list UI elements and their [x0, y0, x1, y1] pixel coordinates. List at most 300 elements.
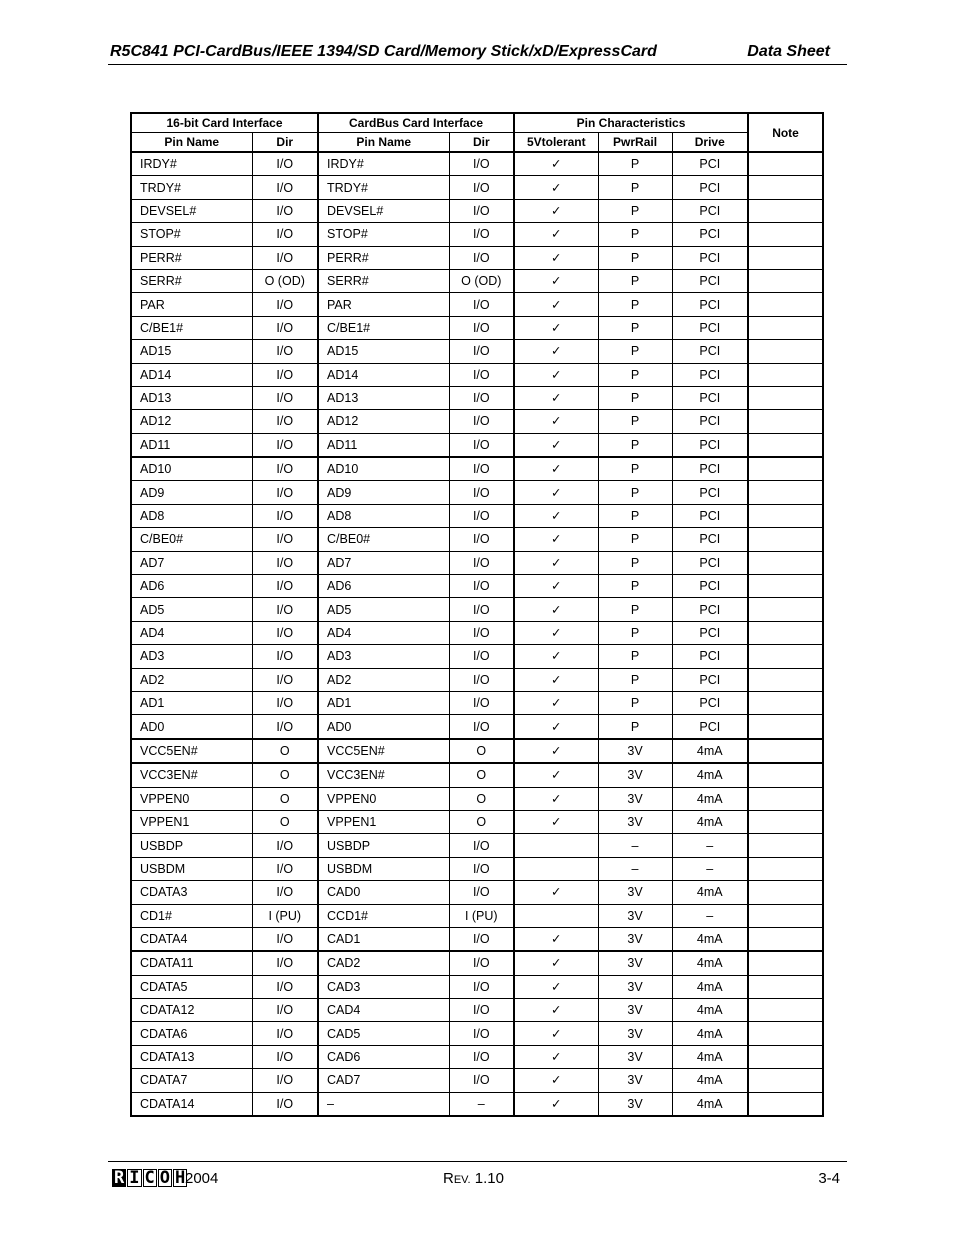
cell-5vtolerant: ✓: [514, 528, 598, 551]
cell-drive: 4mA: [672, 763, 748, 787]
document-title: R5C841 PCI-CardBus/IEEE 1394/SD Card/Memory Stick/xD/ExpressCard: [110, 43, 657, 60]
cell-note: [748, 223, 823, 246]
cell-pwrrail: 3V: [598, 810, 672, 833]
cell-5vtolerant: [514, 834, 598, 857]
cell-pin-name-cardbus: VPPEN0: [318, 787, 449, 810]
cell-drive: PCI: [672, 152, 748, 176]
cell-5vtolerant: ✓: [514, 433, 598, 457]
cell-5vtolerant: ✓: [514, 504, 598, 527]
cell-dir-16bit: O: [252, 787, 318, 810]
cell-5vtolerant: [514, 857, 598, 880]
cell-note: [748, 410, 823, 433]
cell-note: [748, 433, 823, 457]
cell-pin-name-16bit: VCC5EN#: [131, 739, 252, 763]
table-row: [131, 857, 823, 880]
pin-characteristics-table: [130, 112, 824, 1117]
cell-5vtolerant: ✓: [514, 410, 598, 433]
cell-pwrrail: 3V: [598, 999, 672, 1022]
cell-pwrrail: 3V: [598, 763, 672, 787]
cell-dir-16bit: I/O: [252, 504, 318, 527]
cell-pin-name-16bit: AD0: [131, 715, 252, 739]
cell-note: [748, 787, 823, 810]
cell-5vtolerant: ✓: [514, 715, 598, 739]
cell-pin-name-16bit: TRDY#: [131, 176, 252, 199]
cell-pwrrail: 3V: [598, 1069, 672, 1092]
table-row: [131, 246, 823, 269]
table-row: [131, 598, 823, 621]
column-header-row: [131, 133, 823, 153]
cell-note: [748, 199, 823, 222]
col-header-dir-cardbus: Dir: [449, 133, 514, 153]
cell-dir-cardbus: I/O: [449, 645, 514, 668]
cell-pin-name-16bit: AD5: [131, 598, 252, 621]
cell-drive: PCI: [672, 410, 748, 433]
cell-drive: PCI: [672, 457, 748, 481]
cell-note: [748, 715, 823, 739]
cell-pin-name-16bit: CDATA14: [131, 1092, 252, 1116]
table-row: [131, 457, 823, 481]
cell-pwrrail: P: [598, 457, 672, 481]
cell-pin-name-cardbus: AD7: [318, 551, 449, 574]
cell-dir-16bit: I/O: [252, 668, 318, 691]
cell-dir-16bit: I/O: [252, 152, 318, 176]
cell-pin-name-16bit: AD6: [131, 575, 252, 598]
cell-pin-name-16bit: AD15: [131, 340, 252, 363]
cell-dir-cardbus: I/O: [449, 1069, 514, 1092]
table-row: [131, 340, 823, 363]
ricoh-logo: R I C O H: [114, 1168, 186, 1188]
pin-rows: [131, 152, 823, 1116]
cell-pin-name-cardbus: PERR#: [318, 246, 449, 269]
cell-drive: PCI: [672, 528, 748, 551]
cell-drive: 4mA: [672, 787, 748, 810]
cell-note: [748, 363, 823, 386]
cell-dir-cardbus: I/O: [449, 528, 514, 551]
cell-dir-cardbus: I/O: [449, 433, 514, 457]
cell-pin-name-cardbus: CAD7: [318, 1069, 449, 1092]
cell-dir-cardbus: I/O: [449, 363, 514, 386]
cell-pin-name-16bit: CDATA5: [131, 975, 252, 998]
col-header-pin-name-cardbus: Pin Name: [318, 133, 449, 153]
cell-dir-cardbus: I/O: [449, 1045, 514, 1068]
cell-pwrrail: 3V: [598, 1092, 672, 1116]
table-row: [131, 621, 823, 644]
cell-drive: –: [672, 857, 748, 880]
cell-5vtolerant: ✓: [514, 999, 598, 1022]
cell-pwrrail: P: [598, 410, 672, 433]
table-row: [131, 551, 823, 574]
group-header-pin-characteristics: Pin Characteristics: [514, 113, 748, 133]
cell-drive: 4mA: [672, 1022, 748, 1045]
cell-drive: PCI: [672, 316, 748, 339]
cell-pwrrail: P: [598, 715, 672, 739]
cell-dir-cardbus: I/O: [449, 881, 514, 904]
cell-pin-name-cardbus: USBDP: [318, 834, 449, 857]
cell-dir-16bit: I/O: [252, 176, 318, 199]
cell-5vtolerant: ✓: [514, 340, 598, 363]
cell-pin-name-16bit: AD3: [131, 645, 252, 668]
cell-pin-name-cardbus: CAD0: [318, 881, 449, 904]
cell-5vtolerant: ✓: [514, 927, 598, 951]
cell-dir-16bit: I/O: [252, 551, 318, 574]
cell-dir-16bit: I/O: [252, 575, 318, 598]
table-row: [131, 763, 823, 787]
cell-5vtolerant: ✓: [514, 316, 598, 339]
cell-pin-name-cardbus: AD13: [318, 386, 449, 409]
cell-dir-cardbus: I (PU): [449, 904, 514, 927]
cell-pin-name-16bit: USBDP: [131, 834, 252, 857]
cell-5vtolerant: ✓: [514, 598, 598, 621]
cell-pin-name-cardbus: CAD6: [318, 1045, 449, 1068]
table-row: [131, 927, 823, 951]
cell-drive: PCI: [672, 363, 748, 386]
cell-5vtolerant: ✓: [514, 739, 598, 763]
cell-pin-name-16bit: C/BE1#: [131, 316, 252, 339]
cell-pwrrail: P: [598, 269, 672, 292]
cell-note: [748, 152, 823, 176]
cell-drive: PCI: [672, 176, 748, 199]
cell-note: [748, 645, 823, 668]
cell-dir-cardbus: I/O: [449, 386, 514, 409]
cell-pin-name-16bit: AD2: [131, 668, 252, 691]
cell-pin-name-cardbus: AD11: [318, 433, 449, 457]
cell-dir-cardbus: I/O: [449, 691, 514, 714]
cell-pin-name-16bit: AD12: [131, 410, 252, 433]
cell-pin-name-16bit: AD11: [131, 433, 252, 457]
table-row: [131, 787, 823, 810]
cell-pwrrail: P: [598, 575, 672, 598]
col-header-pin-name-16bit: Pin Name: [131, 133, 252, 153]
cell-note: [748, 504, 823, 527]
cell-pwrrail: P: [598, 504, 672, 527]
cell-pin-name-cardbus: –: [318, 1092, 449, 1116]
cell-pin-name-cardbus: AD6: [318, 575, 449, 598]
cell-dir-16bit: I/O: [252, 857, 318, 880]
cell-5vtolerant: ✓: [514, 1022, 598, 1045]
cell-pin-name-cardbus: CCD1#: [318, 904, 449, 927]
cell-pin-name-cardbus: AD5: [318, 598, 449, 621]
cell-pin-name-cardbus: AD9: [318, 481, 449, 504]
cell-drive: PCI: [672, 223, 748, 246]
cell-5vtolerant: ✓: [514, 691, 598, 714]
cell-pin-name-16bit: PAR: [131, 293, 252, 316]
cell-dir-cardbus: I/O: [449, 857, 514, 880]
cell-dir-16bit: I/O: [252, 834, 318, 857]
cell-note: [748, 293, 823, 316]
cell-dir-cardbus: I/O: [449, 316, 514, 339]
cell-dir-16bit: I/O: [252, 621, 318, 644]
cell-dir-cardbus: O (OD): [449, 269, 514, 292]
group-header-16bit: 16-bit Card Interface: [131, 113, 318, 133]
cell-pwrrail: P: [598, 246, 672, 269]
cell-note: [748, 857, 823, 880]
table-row: [131, 999, 823, 1022]
cell-pwrrail: –: [598, 857, 672, 880]
cell-pwrrail: P: [598, 386, 672, 409]
cell-pwrrail: 3V: [598, 1022, 672, 1045]
cell-note: [748, 528, 823, 551]
cell-dir-16bit: I/O: [252, 457, 318, 481]
cell-pwrrail: 3V: [598, 975, 672, 998]
cell-pwrrail: 3V: [598, 881, 672, 904]
cell-pin-name-cardbus: AD0: [318, 715, 449, 739]
cell-dir-16bit: I/O: [252, 363, 318, 386]
cell-pin-name-cardbus: AD1: [318, 691, 449, 714]
table-row: [131, 199, 823, 222]
cell-pin-name-16bit: STOP#: [131, 223, 252, 246]
cell-note: [748, 927, 823, 951]
cell-pin-name-16bit: CDATA3: [131, 881, 252, 904]
cell-pwrrail: 3V: [598, 927, 672, 951]
cell-note: [748, 1092, 823, 1116]
cell-drive: PCI: [672, 668, 748, 691]
cell-5vtolerant: [514, 904, 598, 927]
cell-drive: PCI: [672, 645, 748, 668]
cell-pin-name-16bit: CD1#: [131, 904, 252, 927]
cell-pwrrail: P: [598, 223, 672, 246]
cell-5vtolerant: ✓: [514, 763, 598, 787]
cell-pwrrail: P: [598, 621, 672, 644]
cell-note: [748, 668, 823, 691]
cell-drive: PCI: [672, 246, 748, 269]
cell-dir-16bit: I/O: [252, 999, 318, 1022]
cell-note: [748, 1022, 823, 1045]
cell-pin-name-16bit: AD4: [131, 621, 252, 644]
cell-pin-name-cardbus: CAD4: [318, 999, 449, 1022]
cell-dir-16bit: I/O: [252, 951, 318, 975]
cell-note: [748, 999, 823, 1022]
cell-dir-cardbus: I/O: [449, 975, 514, 998]
cell-dir-cardbus: I/O: [449, 715, 514, 739]
cell-drive: PCI: [672, 551, 748, 574]
table-row: [131, 739, 823, 763]
cell-pin-name-cardbus: CAD3: [318, 975, 449, 998]
cell-dir-16bit: I/O: [252, 223, 318, 246]
cell-dir-16bit: O: [252, 810, 318, 833]
cell-note: [748, 975, 823, 998]
cell-pin-name-cardbus: DEVSEL#: [318, 199, 449, 222]
cell-drive: 4mA: [672, 1069, 748, 1092]
cell-dir-cardbus: I/O: [449, 621, 514, 644]
table-row: [131, 293, 823, 316]
cell-dir-16bit: I/O: [252, 881, 318, 904]
cell-pin-name-cardbus: VCC5EN#: [318, 739, 449, 763]
cell-5vtolerant: ✓: [514, 269, 598, 292]
cell-dir-16bit: I/O: [252, 528, 318, 551]
cell-drive: 4mA: [672, 927, 748, 951]
table-row: [131, 316, 823, 339]
cell-pin-name-16bit: DEVSEL#: [131, 199, 252, 222]
cell-note: [748, 598, 823, 621]
cell-pin-name-cardbus: AD12: [318, 410, 449, 433]
cell-5vtolerant: ✓: [514, 246, 598, 269]
cell-note: [748, 810, 823, 833]
cell-drive: 4mA: [672, 1045, 748, 1068]
table-row: [131, 881, 823, 904]
cell-pin-name-16bit: AD10: [131, 457, 252, 481]
cell-5vtolerant: ✓: [514, 386, 598, 409]
cell-note: [748, 481, 823, 504]
cell-dir-cardbus: I/O: [449, 551, 514, 574]
cell-pwrrail: P: [598, 176, 672, 199]
cell-drive: PCI: [672, 621, 748, 644]
cell-drive: 4mA: [672, 1092, 748, 1116]
cell-dir-16bit: I/O: [252, 1092, 318, 1116]
cell-dir-cardbus: O: [449, 810, 514, 833]
cell-drive: PCI: [672, 386, 748, 409]
table-row: [131, 834, 823, 857]
cell-dir-cardbus: I/O: [449, 504, 514, 527]
cell-pin-name-cardbus: AD15: [318, 340, 449, 363]
cell-5vtolerant: ✓: [514, 881, 598, 904]
cell-note: [748, 551, 823, 574]
cell-pin-name-16bit: VPPEN1: [131, 810, 252, 833]
cell-note: [748, 691, 823, 714]
table-row: [131, 410, 823, 433]
cell-dir-cardbus: I/O: [449, 927, 514, 951]
table-row: [131, 810, 823, 833]
cell-drive: –: [672, 834, 748, 857]
cell-pwrrail: P: [598, 340, 672, 363]
cell-dir-16bit: I/O: [252, 691, 318, 714]
cell-5vtolerant: ✓: [514, 223, 598, 246]
cell-5vtolerant: ✓: [514, 176, 598, 199]
table-row: [131, 904, 823, 927]
cell-dir-cardbus: I/O: [449, 152, 514, 176]
table-row: [131, 668, 823, 691]
col-header-5vtolerant: 5Vtolerant: [514, 133, 598, 153]
cell-5vtolerant: ✓: [514, 152, 598, 176]
cell-5vtolerant: ✓: [514, 363, 598, 386]
cell-5vtolerant: ✓: [514, 575, 598, 598]
cell-dir-16bit: I (PU): [252, 904, 318, 927]
cell-pin-name-16bit: CDATA11: [131, 951, 252, 975]
cell-drive: PCI: [672, 691, 748, 714]
cell-pwrrail: P: [598, 316, 672, 339]
cell-dir-16bit: I/O: [252, 410, 318, 433]
cell-dir-cardbus: I/O: [449, 668, 514, 691]
table-row: [131, 691, 823, 714]
cell-note: [748, 386, 823, 409]
cell-drive: PCI: [672, 293, 748, 316]
cell-pin-name-cardbus: C/BE1#: [318, 316, 449, 339]
cell-pin-name-16bit: AD13: [131, 386, 252, 409]
cell-note: [748, 881, 823, 904]
cell-dir-cardbus: I/O: [449, 575, 514, 598]
cell-drive: PCI: [672, 598, 748, 621]
cell-5vtolerant: ✓: [514, 199, 598, 222]
cell-dir-cardbus: I/O: [449, 223, 514, 246]
cell-dir-cardbus: I/O: [449, 340, 514, 363]
cell-note: [748, 316, 823, 339]
cell-pin-name-cardbus: CAD5: [318, 1022, 449, 1045]
cell-pin-name-cardbus: USBDM: [318, 857, 449, 880]
footer-revision: [443, 1170, 504, 1187]
footer-year: 2004: [185, 1170, 219, 1187]
cell-5vtolerant: ✓: [514, 1069, 598, 1092]
cell-pin-name-16bit: AD1: [131, 691, 252, 714]
cell-note: [748, 739, 823, 763]
table-row: [131, 575, 823, 598]
cell-dir-16bit: I/O: [252, 481, 318, 504]
cell-dir-16bit: O: [252, 763, 318, 787]
cell-dir-cardbus: I/O: [449, 598, 514, 621]
cell-pin-name-cardbus: VPPEN1: [318, 810, 449, 833]
cell-pin-name-cardbus: CAD2: [318, 951, 449, 975]
cell-pwrrail: 3V: [598, 787, 672, 810]
cell-note: [748, 575, 823, 598]
table-row: [131, 386, 823, 409]
cell-note: [748, 834, 823, 857]
cell-5vtolerant: ✓: [514, 951, 598, 975]
cell-pin-name-16bit: IRDY#: [131, 152, 252, 176]
cell-pwrrail: P: [598, 433, 672, 457]
cell-pwrrail: P: [598, 551, 672, 574]
table-row: [131, 152, 823, 176]
cell-pwrrail: 3V: [598, 739, 672, 763]
cell-pwrrail: P: [598, 691, 672, 714]
cell-dir-cardbus: I/O: [449, 1022, 514, 1045]
cell-dir-cardbus: –: [449, 1092, 514, 1116]
cell-pwrrail: –: [598, 834, 672, 857]
cell-dir-cardbus: I/O: [449, 951, 514, 975]
cell-5vtolerant: ✓: [514, 787, 598, 810]
cell-note: [748, 1045, 823, 1068]
cell-note: [748, 621, 823, 644]
cell-dir-cardbus: I/O: [449, 410, 514, 433]
cell-5vtolerant: ✓: [514, 810, 598, 833]
cell-dir-cardbus: I/O: [449, 293, 514, 316]
cell-drive: PCI: [672, 715, 748, 739]
cell-pin-name-cardbus: AD2: [318, 668, 449, 691]
table-row: [131, 1069, 823, 1092]
cell-pin-name-16bit: CDATA4: [131, 927, 252, 951]
cell-drive: –: [672, 904, 748, 927]
cell-dir-16bit: O: [252, 739, 318, 763]
rev-small: EV.: [453, 1174, 471, 1186]
cell-pin-name-16bit: AD9: [131, 481, 252, 504]
group-header-row: [131, 113, 823, 133]
group-header-cardbus: CardBus Card Interface: [318, 113, 514, 133]
cell-5vtolerant: ✓: [514, 975, 598, 998]
cell-5vtolerant: ✓: [514, 1092, 598, 1116]
cell-note: [748, 763, 823, 787]
table-row: [131, 715, 823, 739]
cell-pin-name-16bit: VCC3EN#: [131, 763, 252, 787]
cell-pwrrail: P: [598, 293, 672, 316]
cell-5vtolerant: ✓: [514, 668, 598, 691]
cell-5vtolerant: ✓: [514, 1045, 598, 1068]
cell-dir-cardbus: O: [449, 763, 514, 787]
cell-dir-16bit: O (OD): [252, 269, 318, 292]
cell-drive: 4mA: [672, 810, 748, 833]
cell-dir-16bit: I/O: [252, 246, 318, 269]
cell-drive: PCI: [672, 433, 748, 457]
cell-pin-name-cardbus: AD10: [318, 457, 449, 481]
cell-dir-16bit: I/O: [252, 433, 318, 457]
cell-5vtolerant: ✓: [514, 551, 598, 574]
cell-dir-cardbus: I/O: [449, 176, 514, 199]
cell-pin-name-cardbus: AD8: [318, 504, 449, 527]
cell-pin-name-cardbus: TRDY#: [318, 176, 449, 199]
table-row: [131, 645, 823, 668]
cell-drive: 4mA: [672, 739, 748, 763]
cell-drive: PCI: [672, 504, 748, 527]
cell-drive: PCI: [672, 575, 748, 598]
cell-pin-name-cardbus: PAR: [318, 293, 449, 316]
cell-5vtolerant: ✓: [514, 481, 598, 504]
table-row: [131, 433, 823, 457]
